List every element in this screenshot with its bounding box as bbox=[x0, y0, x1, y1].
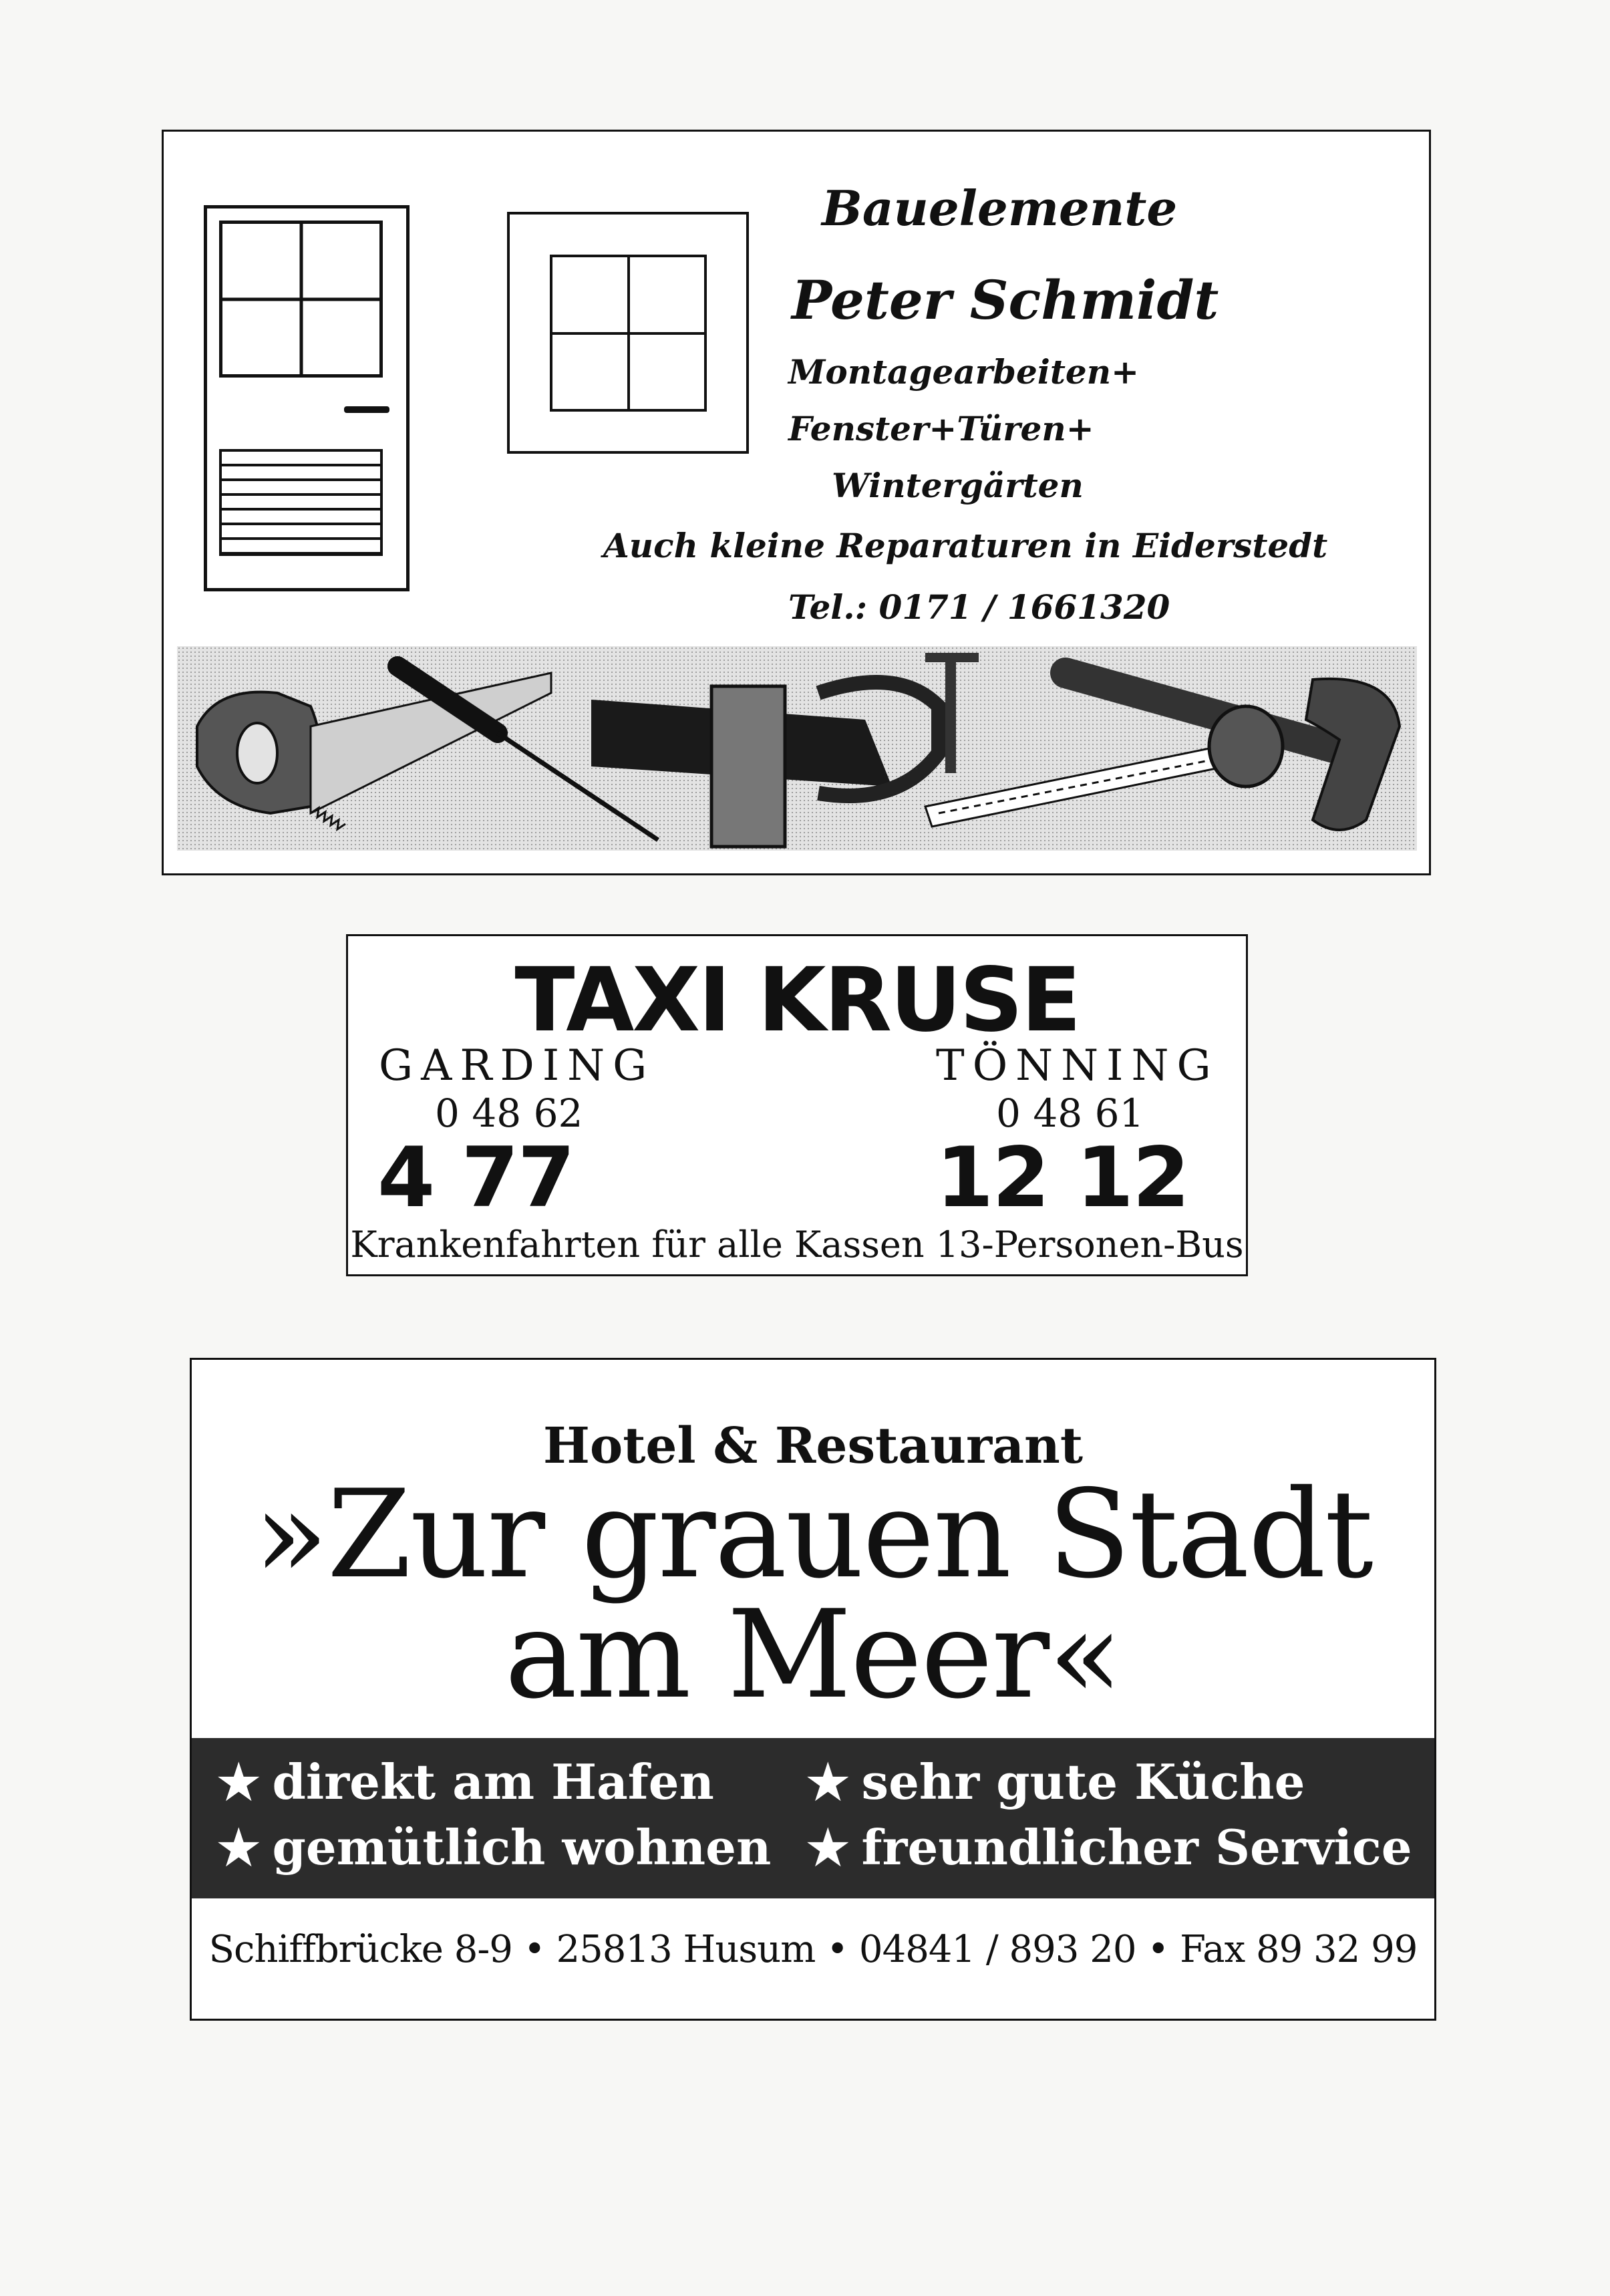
saw-icon bbox=[197, 673, 551, 829]
door-handle bbox=[344, 406, 389, 413]
door-window bbox=[219, 221, 383, 378]
tools-illustration bbox=[177, 646, 1417, 851]
tape-measure-icon bbox=[925, 746, 1226, 827]
hotel-subtitle: Hotel & Restaurant bbox=[542, 1417, 1084, 1475]
phone-number: Tel.: 0171 / 1661320 bbox=[788, 587, 1170, 627]
service-line-3: Wintergärten bbox=[832, 466, 1084, 505]
feature-item: ★ sehr gute Küche bbox=[806, 1753, 1305, 1810]
taxi-number-garding: 4 77 bbox=[377, 1130, 575, 1226]
taxi-prefix-toenning: 0 48 61 bbox=[996, 1091, 1144, 1136]
company-type: Bauelemente bbox=[822, 180, 1178, 237]
feature-item: ★ direkt am Hafen bbox=[217, 1753, 714, 1810]
star-icon: ★ bbox=[806, 1819, 850, 1876]
taxi-footer: Krankenfahrten für alle Kassen 13-Personen-Bus bbox=[350, 1224, 1244, 1266]
taxi-city-toenning: TÖNNING bbox=[936, 1041, 1219, 1091]
hotel-name-line-1: »Zur grauen Stadt bbox=[254, 1463, 1372, 1605]
ad-taxi-kruse bbox=[346, 934, 1248, 1276]
service-line-1: Montagearbeiten+ bbox=[788, 352, 1139, 392]
star-icon: ★ bbox=[217, 1753, 261, 1810]
door-illustration bbox=[204, 205, 410, 591]
star-icon: ★ bbox=[217, 1819, 261, 1876]
feature-item: ★ freundlicher Service bbox=[806, 1819, 1412, 1876]
hammer-icon bbox=[1066, 673, 1400, 830]
ad-hotel bbox=[190, 1358, 1436, 2021]
features-band bbox=[192, 1738, 1434, 1898]
square-icon bbox=[591, 686, 892, 847]
repair-note: Auch kleine Reparaturen in Eiderstedt bbox=[603, 526, 1328, 565]
taxi-title: TAXI KRUSE bbox=[514, 949, 1080, 1052]
taxi-prefix-garding: 0 48 62 bbox=[435, 1091, 583, 1136]
hotel-name-line-2: am Meer« bbox=[504, 1584, 1122, 1725]
service-line-2: Fenster+Türen+ bbox=[788, 409, 1094, 448]
feature-item: ★ gemütlich wohnen bbox=[217, 1819, 772, 1876]
hotel-address: Schiffbrücke 8-9 • 25813 Husum • 04841 / 893 20 • Fax 89 32 99 bbox=[208, 1928, 1418, 1971]
window-frame bbox=[550, 255, 707, 412]
door-panel bbox=[219, 449, 383, 556]
taxi-city-garding: GARDING bbox=[379, 1041, 655, 1091]
ad-bauelemente bbox=[162, 130, 1431, 875]
company-owner: Peter Schmidt bbox=[792, 269, 1219, 331]
taxi-number-toenning: 12 12 bbox=[936, 1130, 1189, 1226]
star-icon: ★ bbox=[806, 1753, 850, 1810]
window-illustration bbox=[507, 212, 749, 454]
